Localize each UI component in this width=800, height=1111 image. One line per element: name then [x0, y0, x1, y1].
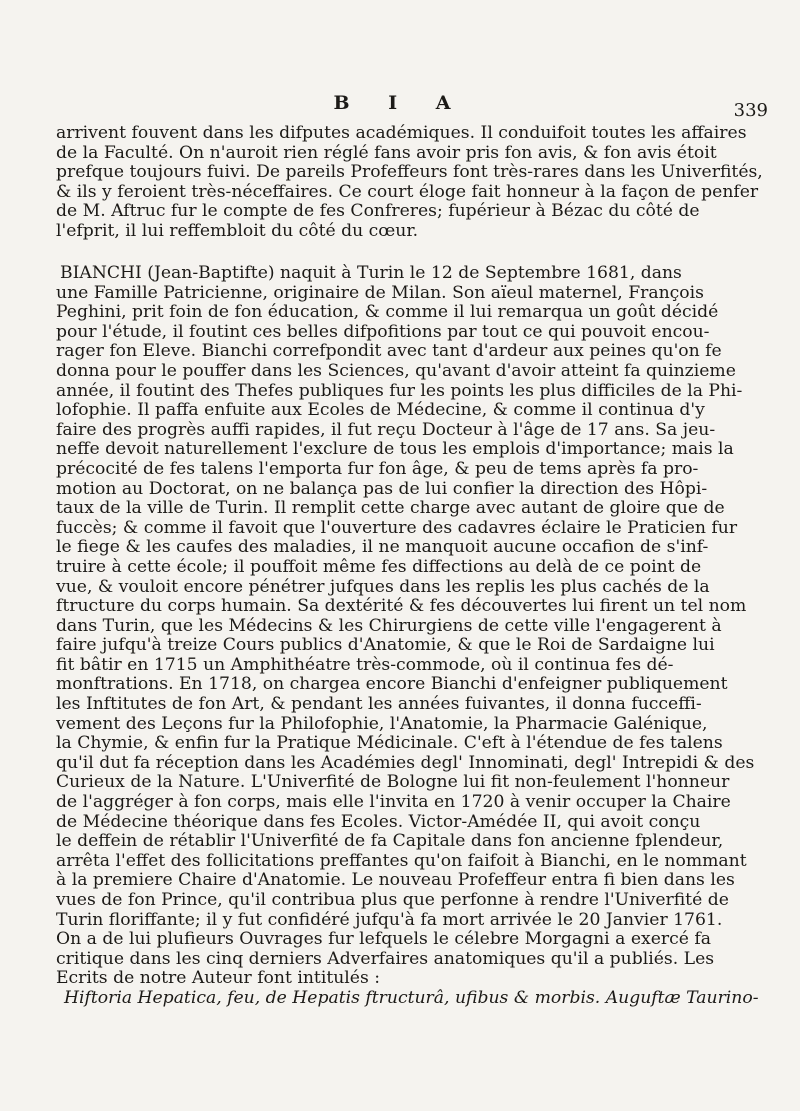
text-line: les Inftitutes de fon Art, & pendant les années fuivantes, il donna fucceffi-: [56, 695, 702, 715]
text-line: de l'aggréger à fon corps, mais elle l'invita en 1720 à venir occuper la Chaire: [56, 793, 731, 813]
last-line: Hiftoria Hepatica, feu, de Hepatis ftructurâ, ufibus & morbis. Auguftæ Taurino-: [64, 988, 759, 1008]
text-line: BIANCHI (Jean-Baptifte) naquit à Turin le 12 de Septembre 1681, dans: [60, 264, 682, 283]
text-line: qu'il dut fa réception dans les Académies degl' Innominati, degl' Intrepidi & des: [56, 753, 755, 773]
text-line: neffe devoit naturellement l'exclure de tous les emplois d'importance; mais la: [56, 440, 734, 460]
text-line: vues de fon Prince, qu'il contribua plus que perfonne à rendre l'Univerfité de: [56, 891, 729, 910]
text-line: de Médecine théorique dans fes Ecoles. Victor-Amédée II, qui avoit conçu: [56, 812, 701, 832]
text-line: à la premiere Chaire d'Anatomie. Le nouveau Profeffeur entra fi bien dans les: [56, 871, 735, 891]
text-line: arrêta l'effet des follicitations preffantes qu'on faifoit à Bianchi, en le nommant: [56, 851, 747, 871]
text-line: critique dans les cinq derniers Adverfaires anatomiques qu'il a publiés. Les: [56, 949, 715, 969]
text-line: faire jufqu'à treize Cours publics d'Anatomie, & que le Roi de Sardaigne lui: [56, 636, 715, 656]
text-line: Peghini, prit foin de fon éducation, & comme il lui remarqua un goût décidé: [56, 303, 719, 323]
text-line: dans Turin, que les Médecins & les Chirurgiens de cette ville l'engagerent à: [56, 616, 722, 636]
text-line: motion au Doctorat, on ne balança pas de lui confier la direction des Hôpi-: [56, 479, 708, 499]
text-line: truire à cette école; il pouffoit même fes diffections au delà de ce point de: [56, 557, 702, 577]
text-line: lofophie. Il paffa enfuite aux Ecoles de Médecine, & comme il continua d'y: [56, 401, 705, 421]
text-line: le deffein de rétablir l'Univerfité de fa Capitale dans fon ancienne fplendeur,: [56, 832, 724, 852]
text-line: pour l'étude, il foutint ces belles difpofitions par tout ce qui pouvoit encou-: [56, 322, 710, 342]
text-line: & ils y feroient très-néceffaires. Ce court éloge fait honneur à la façon de penfer: [56, 182, 759, 202]
running-head: B I A: [333, 92, 467, 114]
text-line: de la Faculté. On n'auroit rien réglé fans avoir pris fon avis, & fon avis étoit: [56, 143, 717, 163]
text-line: Turin floriffante; il y fut confidéré jufqu'à fa mort arrivée le 20 Janvier 1761.: [56, 910, 723, 930]
text-line: On a de lui plufieurs Ouvrages fur lefquels le célebre Morgagni a exercé fa: [56, 930, 711, 950]
paragraph-2: [56, 264, 768, 1009]
text-line: une Famille Patricienne, originaire de Milan. Son aïeul maternel, François: [56, 283, 704, 303]
text-line: Curieux de la Nature. L'Univerfité de Bologne lui fit non-feulement l'honneur: [56, 773, 730, 793]
text-line: le fiege & les caufes des maladies, il ne manquoit aucune occafion de s'inf-: [56, 538, 709, 558]
paragraph-1: [56, 124, 768, 242]
text-line: la Chymie, & enfin fur la Pratique Médicinale. C'eft à l'étendue de fes talens: [56, 734, 723, 754]
text-line: l'efprit, il lui reffembloit du côté du cœur.: [56, 221, 419, 241]
text-line: donna pour le pouffer dans les Sciences, qu'avant d'avoir atteint fa quinzieme: [56, 361, 736, 381]
text-line: fuccès; & comme il favoit que l'ouverture des cadavres éclaire le Praticien fur: [56, 518, 738, 538]
text-line: ftructure du corps humain. Sa dextérité & fes découvertes lui firent un tel nom: [56, 597, 747, 617]
text-line: prefque toujours fuivi. De pareils Profeffeurs font très-rares dans les Univerfités,: [56, 163, 763, 183]
text-line: année, il foutint des Thefes publiques fur les points les plus difficiles de la Phi-: [56, 381, 743, 401]
text-line: arrivent fouvent dans les difputes académiques. Il conduifoit toutes les affaires: [56, 124, 747, 143]
text-line: vement des Leçons fur la Philofophie, l'Anatomie, la Pharmacie Galénique,: [56, 714, 708, 734]
text-line: de M. Aftruc fur le compte de fes Confreres; fupérieur à Bézac du côté de: [56, 202, 700, 222]
text-line: monftrations. En 1718, on chargea encore Bianchi d'enfeigner publiquement: [56, 675, 728, 695]
text-line: vue, & vouloit encore pénétrer jufques dans les replis les plus cachés de la: [56, 577, 710, 597]
text-line: taux de la ville de Turin. Il remplit cette charge avec autant de gloire que de: [56, 499, 725, 519]
text-line: fit bâtir en 1715 un Amphithéatre très-commode, où il continua fes dé-: [56, 655, 674, 675]
text-line: faire des progrès auffi rapides, il fut reçu Docteur à l'âge de 17 ans. Sa jeu-: [56, 420, 716, 440]
page-number: 339: [733, 100, 768, 121]
text-line: Ecrits de notre Auteur font intitulés :: [56, 969, 381, 989]
text-line: précocité de fes talens l'emporta fur fon âge, & peu de tems après fa pro-: [56, 459, 699, 479]
text-line: rager fon Eleve. Bianchi correfpondit avec tant d'ardeur aux peines qu'on fe: [56, 342, 722, 362]
